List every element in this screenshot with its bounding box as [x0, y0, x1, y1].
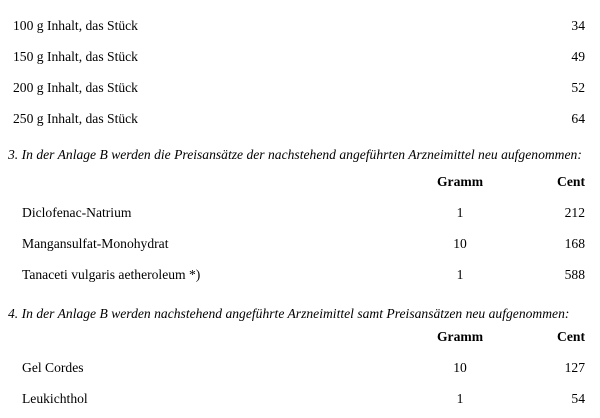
- list-item: [0, 41, 600, 72]
- medicine-name: Leukichthol: [22, 390, 88, 406]
- table-row: [0, 352, 600, 383]
- item-value: 52: [571, 79, 585, 95]
- medicine-name: Gel Cordes: [22, 359, 84, 375]
- item-label: 100 g Inhalt, das Stück: [13, 17, 138, 33]
- column-header-cent: Cent: [557, 328, 585, 344]
- table-header-row: [0, 321, 600, 352]
- medicine-name: Mangansulfat-Monohydrat: [22, 235, 169, 251]
- item-label: 200 g Inhalt, das Stück: [13, 79, 138, 95]
- gramm-value: 1: [456, 390, 464, 406]
- medicine-name: Tanaceti vulgaris aetheroleum *): [22, 266, 201, 282]
- column-header-cent: Cent: [557, 173, 585, 189]
- gramm-value: 1: [456, 266, 464, 282]
- table-header-row: [0, 166, 600, 197]
- table-row: [0, 197, 600, 228]
- cent-value: 588: [564, 266, 585, 282]
- table-row: [0, 383, 600, 414]
- section-3-heading: 3. In der Anlage B werden die Preisansätze der nachstehend angeführten Arzneimittel neu aufgenommen:: [8, 147, 582, 162]
- gramm-value: 10: [453, 359, 467, 375]
- item-value: 49: [571, 48, 585, 64]
- column-header-gramm: Gramm: [436, 173, 484, 189]
- list-item: [0, 72, 600, 103]
- column-header-gramm: Gramm: [436, 328, 484, 344]
- item-value: 34: [571, 17, 585, 33]
- cent-value: 54: [571, 390, 585, 406]
- gramm-value: 10: [453, 235, 467, 251]
- item-label: 250 g Inhalt, das Stück: [13, 110, 138, 126]
- section-4-heading: 4. In der Anlage B werden nachstehend angeführte Arzneimittel samt Preisansätzen neu aufgenommen:: [8, 306, 570, 321]
- cent-value: 212: [564, 204, 585, 220]
- cent-value: 127: [564, 359, 585, 375]
- item-value: 64: [571, 110, 585, 126]
- gramm-value: 1: [456, 204, 464, 220]
- list-item: [0, 10, 600, 41]
- table-row: [0, 259, 600, 290]
- list-item: [0, 103, 600, 134]
- section-3-table: [0, 166, 600, 290]
- section-4-table: [0, 321, 600, 414]
- table-row: [0, 228, 600, 259]
- item-label: 150 g Inhalt, das Stück: [13, 48, 138, 64]
- package-size-list: [0, 10, 600, 134]
- cent-value: 168: [564, 235, 585, 251]
- medicine-name: Diclofenac-Natrium: [22, 204, 132, 220]
